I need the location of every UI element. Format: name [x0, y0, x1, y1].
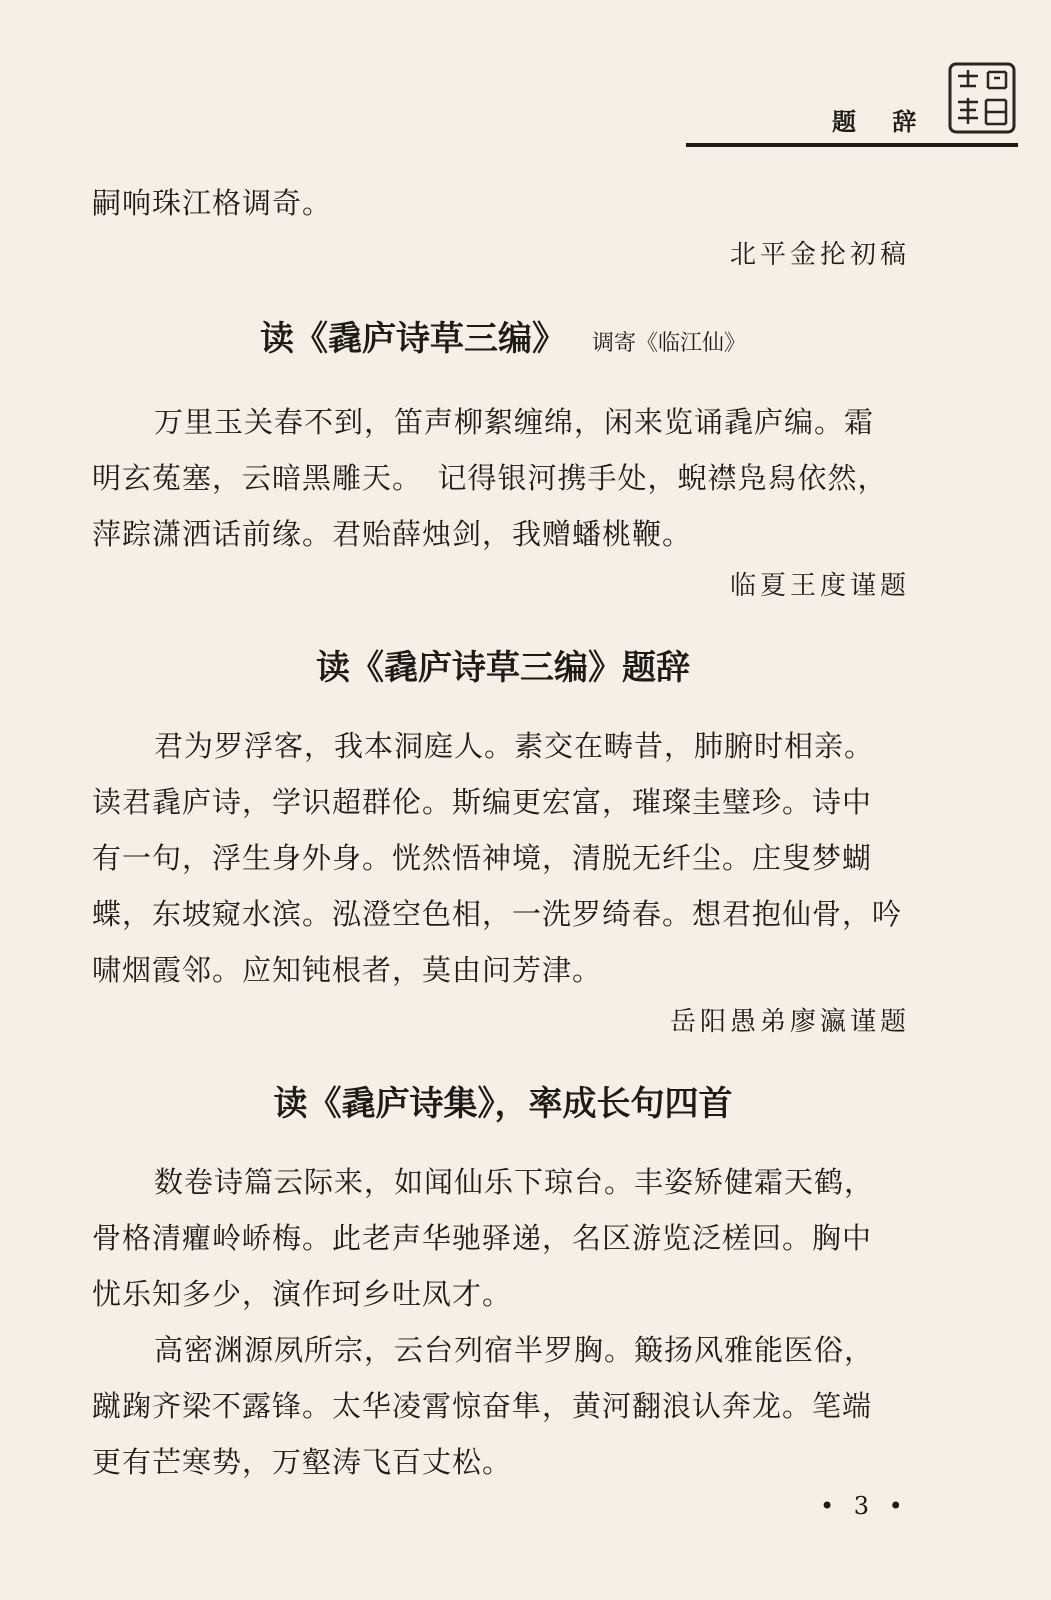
text-line: 啸烟霞邻。应知钝根者，莫由问芳津。: [92, 953, 603, 987]
section-title: 读《毳庐诗草三编》题辞: [316, 648, 690, 688]
section-title-text: 读《毳庐诗草三编》: [259, 319, 566, 359]
page-number: • 3 •: [820, 1492, 909, 1520]
running-header: 题 辞: [832, 108, 931, 136]
signature: 临夏王度谨题: [729, 571, 910, 601]
poem-body: [92, 1154, 914, 1490]
section-title: [92, 315, 914, 368]
poem-body: [92, 718, 914, 998]
text-line: 明玄菟塞，云暗黑雕天。 记得银河携手处，蜺襟凫舄依然，: [92, 461, 888, 495]
text-line: 君为罗浮客，我本洞庭人。素交在畴昔，肺腑时相亲。: [154, 729, 875, 763]
header-rule: [686, 143, 1018, 147]
signature: 岳阳愚弟廖瀛谨题: [669, 1007, 910, 1037]
page-content: [92, 175, 914, 1490]
text-line: 萍踪潇洒话前缘。君贻薛烛剑，我赠蟠桃鞭。: [92, 517, 693, 551]
text-line: 读君毳庐诗，学识超群伦。斯编更宏富，璀璨圭璧珍。诗中: [92, 785, 873, 819]
text-line: 忧乐知多少，演作珂乡吐凤才。: [92, 1277, 513, 1311]
poem-body: [92, 394, 914, 562]
signature: 北平金抡初稿: [729, 240, 910, 270]
text-line: 数卷诗篇云际来，如闻仙乐下琼台。丰姿矫健霜天鹤，: [154, 1165, 875, 1199]
text-line: 更有芒寒势，万壑涛飞百丈松。: [92, 1445, 513, 1479]
text-line: 蹴踘齐梁不露锋。太华凌霄惊奋隼，黄河翻浪认奔龙。笔端: [92, 1389, 873, 1423]
text-line: 高密渊源夙所宗，云台列宿半罗胸。簸扬风雅能医俗，: [154, 1333, 875, 1367]
text-line: 万里玉关春不到，笛声柳絮缠绵，闲来览诵毳庐编。霜: [154, 405, 875, 439]
text-line: 蝶，东坡窥水滨。泓澄空色相，一洗罗绮春。想君抱仙骨，吟: [92, 897, 903, 931]
section-title: 读《毳庐诗集》，率成长句四首: [273, 1084, 733, 1124]
section-subtitle: 调寄《临江仙》: [591, 331, 746, 356]
text-line: 嗣响珠江格调奇。: [92, 186, 333, 220]
series-seal-logo: [948, 62, 1016, 134]
text-line: 骨格清癯岭峤梅。此老声华驰驿递，名区游览泛槎回。胸中: [92, 1221, 873, 1255]
text-line: 有一句，浮生身外身。恍然悟神境，清脱无纤尘。庄叟梦蝴: [92, 841, 873, 875]
